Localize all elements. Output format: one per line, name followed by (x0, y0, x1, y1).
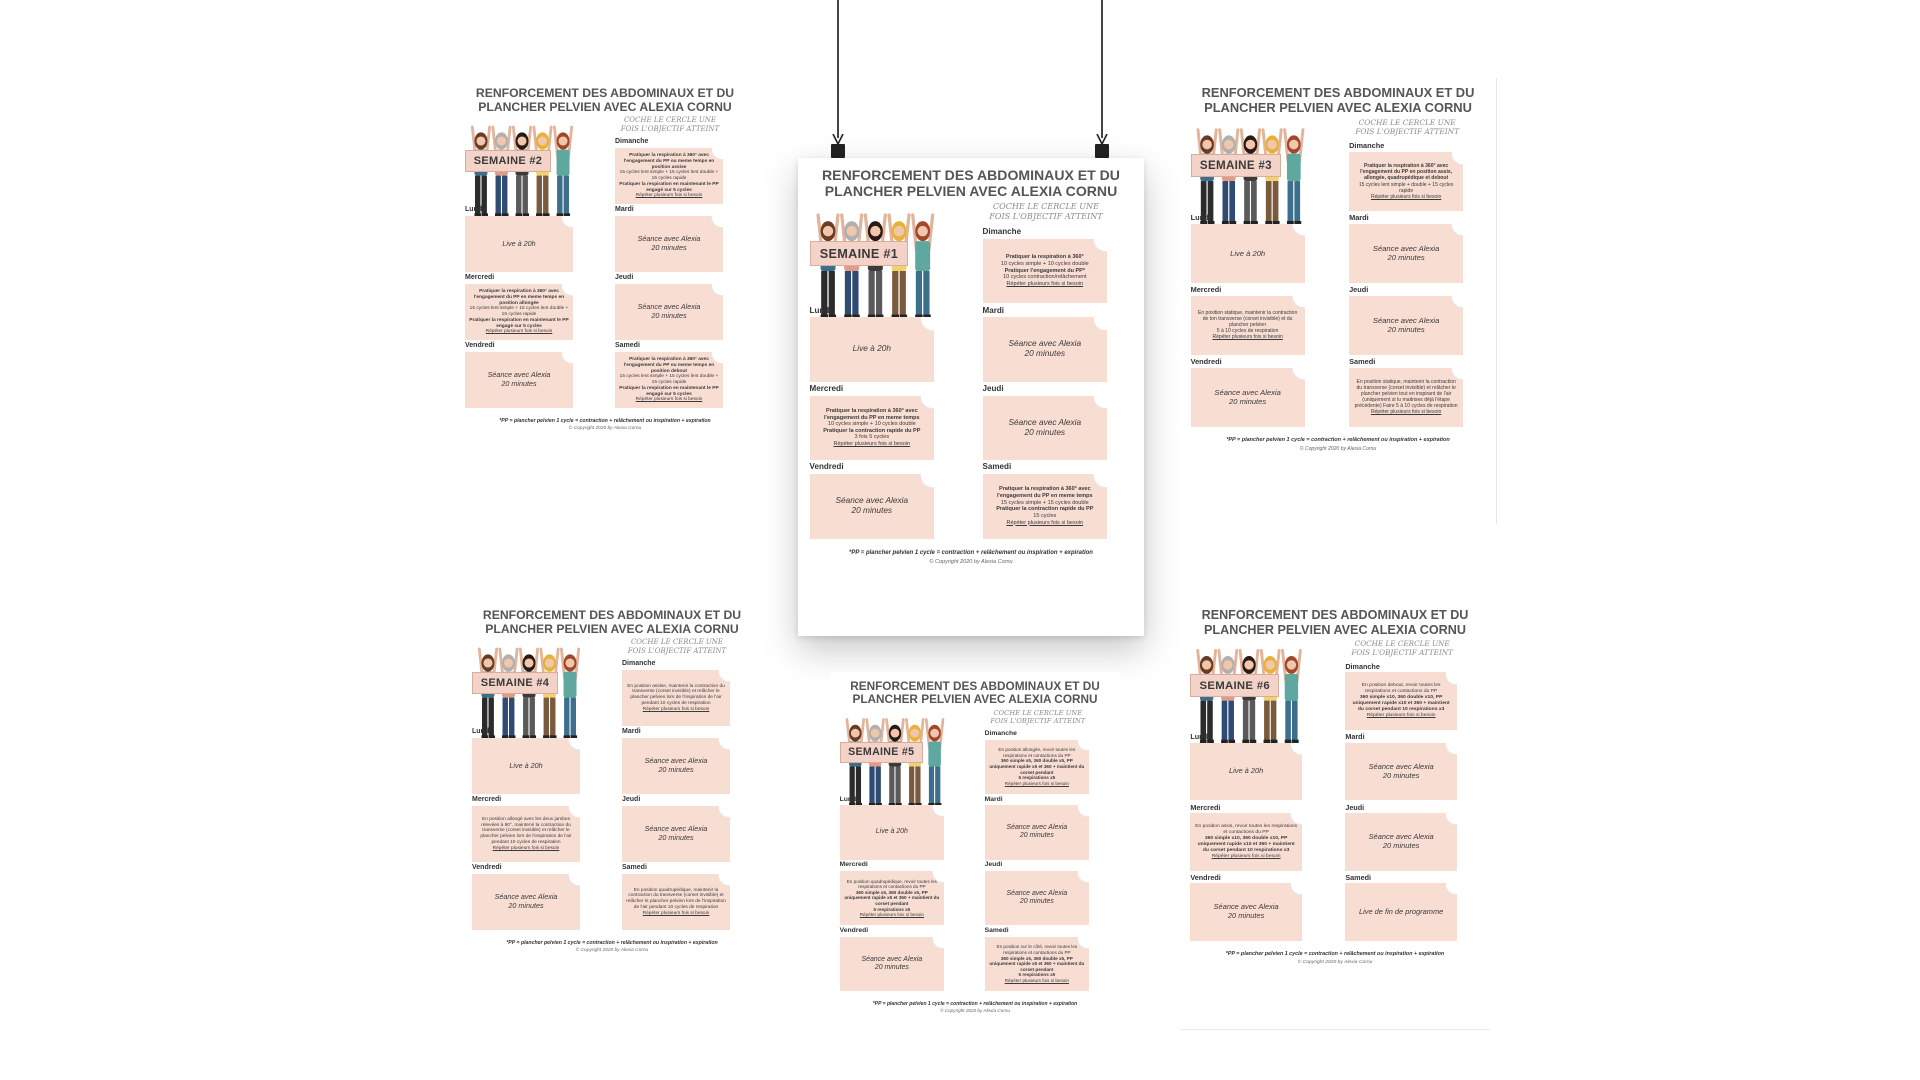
cell-text-line: Séance avec Alexia (1368, 831, 1434, 841)
day-cell-sat (983, 474, 1108, 539)
cell-text-line: Répéter plusieurs fois si besoin (485, 329, 553, 335)
completion-checkbox-circle[interactable] (1094, 474, 1107, 487)
program-poster-week-1 (798, 158, 1144, 636)
program-poster-week-6 (1180, 600, 1490, 1030)
cell-text-line: Séance avec Alexia (1213, 902, 1279, 912)
cell-text-line: Séance avec Alexia (487, 370, 551, 380)
cell-text-line: 3 fois 5 cycles (854, 434, 890, 441)
day-label-mon: Lundi (465, 206, 485, 213)
completion-checkbox-circle[interactable] (719, 738, 730, 749)
cell-text-line: Live à 20h (509, 760, 543, 770)
cell-text-line: pendant 10 cycles de respiration (641, 700, 711, 706)
day-cell-mon (810, 317, 935, 382)
poster-title: RENFORCEMENT DES ABDOMINAUX ET DU PLANCHER PELVIEN AVEC ALEXIA CORNU (822, 167, 1120, 200)
hanging-wire-right (1101, 0, 1103, 138)
cell-text-line: Live de fin de programme (1358, 906, 1444, 916)
cell-text-line: 360 simple x10, 360 double x10, PP uniquement rapide x10 et 360 + maintient du corset pendant 10 respirations x3 (1197, 835, 1295, 853)
cell-text-line: Séance avec Alexia (1372, 316, 1440, 326)
cell-text-line: Séance avec Alexia (861, 955, 923, 963)
day-cell-sun (985, 740, 1089, 794)
day-label-mon: Lundi (472, 728, 492, 735)
day-label-wed: Mercredi (472, 796, 502, 803)
week-sign: SEMAINE #3 (1191, 154, 1282, 177)
completion-checkbox-circle[interactable] (712, 284, 723, 295)
completion-checkbox-circle[interactable] (719, 874, 730, 885)
footnote: *PP = plancher pelvien 1 cycle = contraction + relâchement ou inspiration + expiration (849, 550, 1093, 557)
cell-text-line: Live à 20h (1230, 248, 1266, 258)
day-label-tue: Mardi (1349, 213, 1369, 223)
cell-text-line: Séance avec Alexia (637, 234, 701, 244)
checkbox-instruction: COCHE LE CERCLE UNE FOIS L'OBJECTIF ATTEINT (1355, 118, 1460, 137)
day-label-tue: Mardi (982, 305, 1005, 315)
completion-checkbox-circle[interactable] (1291, 743, 1302, 754)
day-label-mon: Lundi (809, 305, 832, 315)
day-cell-tue (1349, 224, 1463, 283)
day-cell-mon (1191, 224, 1305, 283)
cell-text-line: Répéter plusieurs fois si besoin (1006, 280, 1084, 287)
day-label-mon: Lundi (1190, 732, 1210, 742)
cell-text-line: Pratiquer la respiration à 360° avec l'engagement du PP ou meme temps en position assise (623, 153, 715, 170)
day-label-thu: Jeudi (615, 274, 634, 281)
completion-checkbox-circle[interactable] (1293, 296, 1305, 308)
day-cell-sun (1345, 672, 1457, 730)
cell-text-line: 15 cycles lent simple + 15 cycles lent double + 15 cycles rapide (469, 306, 569, 317)
day-label-wed: Mercredi (1190, 285, 1222, 295)
cell-text-line: Répéter plusieurs fois si besoin (642, 910, 710, 916)
day-cell-fri (465, 352, 573, 408)
day-label-thu: Jeudi (984, 861, 1003, 869)
day-label-fri: Vendredi (809, 462, 844, 472)
copyright: © Copyright 2020 by Alexia Cornu (568, 426, 642, 431)
cell-text-line: 15 cycles lent simple + 15 cycles lent double + 15 cycles rapide (619, 170, 719, 181)
cell-text-line: Répéter plusieurs fois si besoin (1004, 977, 1069, 983)
completion-checkbox-circle[interactable] (1446, 672, 1457, 683)
cell-text-line: Séance avec Alexia (644, 756, 708, 766)
day-label-tue: Mardi (615, 206, 634, 213)
day-label-sun: Dimanche (622, 660, 656, 667)
completion-checkbox-circle[interactable] (569, 874, 580, 885)
day-cell-sun (615, 148, 723, 204)
day-cell-wed (472, 806, 580, 862)
cell-text-line: 20 minutes (874, 963, 909, 971)
binder-clip-left-icon (830, 134, 846, 160)
poster-title: RENFORCEMENT DES ABDOMINAUX ET DU PLANCHER PELVIEN AVEC ALEXIA CORNU (1201, 85, 1475, 116)
day-label-sat: Samedi (622, 864, 647, 871)
cell-text-line: Séance avec Alexia (1368, 761, 1434, 771)
cell-text-line: Répéter plusieurs fois si besoin (1006, 519, 1084, 526)
cell-text-line: Répéter plusieurs fois si besoin (833, 441, 911, 448)
cell-text-line: Répéter plusieurs fois si besoin (1212, 334, 1283, 341)
day-label-sat: Samedi (1345, 872, 1372, 882)
cell-text-line: Répéter plusieurs fois si besoin (635, 397, 703, 403)
cell-text-line: Répéter plusieurs fois si besoin (1370, 193, 1442, 200)
cell-text-line: Séance avec Alexia (1372, 244, 1440, 254)
completion-checkbox-circle[interactable] (1094, 317, 1107, 330)
day-cell-sun (983, 239, 1108, 304)
completion-checkbox-circle[interactable] (1452, 224, 1464, 236)
day-label-sat: Samedi (982, 462, 1012, 472)
cell-text-line: 15 cycles lent simple + double + 15 cycles rapide (1358, 181, 1454, 194)
cell-text-line: 20 minutes (658, 833, 694, 842)
completion-checkbox-circle[interactable] (569, 806, 580, 817)
day-label-fri: Vendredi (472, 864, 502, 871)
cell-text-line: Pratiquer la respiration à 360° avec l'engagement du PP en meme temps (823, 407, 920, 421)
day-cell-tue (622, 738, 730, 794)
checkbox-instruction: COCHE LE CERCLE UNE FOIS L'OBJECTIF ATTEINT (620, 116, 720, 133)
poster-title: RENFORCEMENT DES ABDOMINAUX ET DU PLANCHER PELVIEN AVEC ALEXIA CORNU (1201, 608, 1469, 637)
day-label-fri: Vendredi (1190, 356, 1222, 366)
program-poster-week-5 (830, 672, 1120, 1080)
copyright: © Copyright 2020 by Alexia Cornu (929, 559, 1013, 566)
day-label-mon: Lundi (1190, 213, 1211, 223)
completion-checkbox-circle[interactable] (562, 216, 573, 227)
cell-text-line: 20 minutes (1024, 426, 1066, 437)
program-poster-week-2 (455, 78, 755, 518)
completion-checkbox-circle[interactable] (562, 352, 573, 363)
completion-checkbox-circle[interactable] (1291, 813, 1302, 824)
cell-text-line: Séance avec Alexia (644, 824, 708, 834)
cell-text-line: Séance avec Alexia (1006, 824, 1068, 832)
cell-text-line: Pratiquer la contraction rapide du PP (823, 427, 921, 434)
day-cell-sat (1345, 883, 1457, 941)
poster-title: RENFORCEMENT DES ABDOMINAUX ET DU PLANCHER PELVIEN AVEC ALEXIA CORNU (482, 608, 742, 637)
day-cell-sun (1349, 152, 1463, 211)
completion-checkbox-circle[interactable] (921, 396, 934, 409)
day-label-mon: Lundi (839, 795, 859, 803)
cell-text-line: 20 minutes (1229, 397, 1267, 407)
cell-text-line: Répéter plusieurs fois si besoin (1004, 780, 1069, 786)
day-label-wed: Mercredi (465, 274, 495, 281)
day-cell-tue (985, 805, 1089, 859)
day-cell-fri (1190, 883, 1302, 941)
cell-text-line: 15 cycles simple + 15 cycles double (1000, 499, 1089, 506)
cell-text-line: En position quadrupédique, revoir toutes les respirations et contactions du PP (846, 878, 937, 890)
day-cell-fri (1191, 368, 1305, 427)
checkbox-instruction: COCHE LE CERCLE UNE FOIS L'OBJECTIF ATTEINT (1351, 639, 1453, 658)
day-label-tue: Mardi (622, 728, 641, 735)
day-cell-thu (622, 806, 730, 862)
cell-text-line: 10 cycles simple + 10 cycles double (827, 421, 916, 428)
day-label-sat: Samedi (1349, 356, 1376, 366)
cell-text-line: Pratiquer la respiration en maintenant le PP engagé sur 5 cycles (469, 317, 569, 329)
cell-text-line: 20 minutes (1387, 253, 1425, 263)
cell-text-line: En position allongée, revoir toutes les respirations et contactions du PP (998, 747, 1076, 758)
cell-text-line: 20 minutes (1019, 898, 1054, 906)
day-cell-thu (1349, 296, 1463, 355)
day-cell-mon (465, 216, 573, 272)
completion-checkbox-circle[interactable] (1446, 813, 1457, 824)
week-sign: SEMAINE #1 (810, 241, 909, 266)
completion-checkbox-circle[interactable] (933, 805, 944, 816)
day-cell-mon (472, 738, 580, 794)
cell-text-line: 15 cycles (1033, 512, 1057, 519)
completion-checkbox-circle[interactable] (1446, 883, 1457, 894)
cell-text-line: 20 minutes (1024, 348, 1066, 359)
day-label-wed: Mercredi (809, 384, 844, 394)
cell-text-line: 360 simple x10, 360 double x10, PP uniquement rapide x10 et 360 + maintient du corset pendant 10 respirations x3 (1352, 695, 1450, 713)
day-cell-fri (472, 874, 580, 930)
day-cell-thu (615, 284, 723, 340)
footnote: *PP = plancher pelvien 1 cycle = contraction + relâchement ou inspiration + expiration (506, 940, 718, 946)
day-cell-wed (1191, 296, 1305, 355)
cell-text-line: 20 minutes (651, 311, 687, 320)
day-cell-fri (810, 474, 935, 539)
cell-text-line: Répéter plusieurs fois si besoin (492, 845, 560, 851)
poster-title: RENFORCEMENT DES ABDOMINAUX ET DU PLANCHER PELVIEN AVEC ALEXIA CORNU (850, 679, 1100, 707)
completion-checkbox-circle[interactable] (921, 474, 934, 487)
checkbox-instruction: COCHE LE CERCLE UNE FOIS L'OBJECTIF ATTEINT (989, 201, 1103, 221)
cell-text-line: Séance avec Alexia (1006, 889, 1068, 897)
day-label-sun: Dimanche (615, 138, 649, 145)
cell-text-line: 20 minutes (1382, 770, 1420, 780)
cell-text-line: Répéter plusieurs fois si besoin (635, 193, 703, 199)
cell-text-line: Répéter plusieurs fois si besoin (859, 912, 924, 918)
day-cell-thu (1345, 813, 1457, 871)
day-cell-wed (1190, 813, 1302, 871)
cell-text-line: Live à 20h (875, 828, 908, 836)
completion-checkbox-circle[interactable] (1078, 805, 1089, 816)
copyright: © Copyright 2020 by Alexia Cornu (1299, 445, 1377, 452)
day-label-sun: Dimanche (1349, 141, 1385, 151)
day-cell-mon (1190, 743, 1302, 801)
cell-text-line: (uniquement si tu maitrises déjà l'étape précédente) Faire 5 à 10 cycles de respiration (1354, 397, 1458, 410)
day-cell-wed (810, 396, 935, 461)
cell-text-line: 20 minutes (1387, 325, 1425, 335)
cell-text-line: Séance avec Alexia (494, 892, 558, 902)
cell-text-line: 5 respirations x5 (1018, 775, 1056, 781)
cell-text-line: 360 simple x5, 360 double x5, PP uniquement rapide x5 et 360 + maintient du corset pendant (844, 889, 940, 906)
completion-checkbox-circle[interactable] (1452, 296, 1464, 308)
program-poster-week-3 (1180, 78, 1497, 524)
cell-text-line: En position quadrupédique, maintenir la contraction du transverse (corset invisible) et relâcher le plancher pelvien lors de l'inspiration de l'air pendant 10 cycles de respiration (626, 887, 726, 910)
cell-text-line: Live à 20h (502, 238, 536, 248)
cell-text-line: Pratiquer la respiration en maintenant le PP engagé sur 5 cycles (619, 385, 719, 397)
day-label-wed: Mercredi (839, 861, 868, 869)
cell-text-line: Live à 20h (852, 343, 891, 354)
week-sign: SEMAINE #5 (840, 742, 923, 763)
cell-text-line: 20 minutes (851, 505, 893, 516)
completion-checkbox-circle[interactable] (569, 738, 580, 749)
completion-checkbox-circle[interactable] (1293, 224, 1305, 236)
cell-text-line: Répéter plusieurs fois si besoin (642, 706, 710, 712)
completion-checkbox-circle[interactable] (1452, 152, 1464, 164)
cell-text-line: Répéter plusieurs fois si besoin (1370, 409, 1442, 416)
completion-checkbox-circle[interactable] (1446, 743, 1457, 754)
cell-text-line: Répéter plusieurs fois si besoin (1366, 713, 1436, 719)
day-label-thu: Jeudi (982, 384, 1004, 394)
day-cell-thu (983, 396, 1108, 461)
cell-text-line: Live à 20h (1228, 766, 1264, 776)
day-label-sun: Dimanche (982, 227, 1022, 237)
cell-text-line: pendant 10 cycles de respiration (491, 839, 561, 845)
day-cell-fri (840, 937, 944, 991)
completion-checkbox-circle[interactable] (1291, 883, 1302, 894)
day-cell-wed (840, 871, 944, 925)
cell-text-line: En position assise, maintenir la contraction du transverse (corset invisible) et relâcher le plancher pelvien lors de l'inspiration de l'air (627, 683, 725, 701)
cell-text-line: Pratiquer la respiration à 360° avec l'engagement du PP en meme temps en position allongée (473, 289, 565, 306)
completion-checkbox-circle[interactable] (1293, 368, 1305, 380)
day-label-fri: Vendredi (1190, 872, 1221, 882)
footnote: *PP = plancher pelvien 1 cycle = contraction + relâchement ou inspiration + expiration (872, 1000, 1078, 1007)
week-sign: SEMAINE #4 (472, 672, 558, 694)
day-label-tue: Mardi (984, 795, 1003, 803)
cell-text-line: 5 à 10 cycles de respiration (1216, 328, 1279, 335)
hanging-wire-left (837, 0, 839, 138)
cell-text-line: Pratiquer la respiration en maintenant le PP engagé sur 5 cycles (619, 181, 719, 193)
day-label-fri: Vendredi (839, 927, 869, 935)
cell-text-line: En position debout, revoir toutes les respirations et contactions du PP (1361, 683, 1441, 695)
day-cell-thu (985, 871, 1089, 925)
cell-text-line: 5 respirations x5 (873, 906, 911, 912)
day-label-sun: Dimanche (1345, 662, 1380, 671)
cell-text-line: 10 cycles simple + 10 cycles double (1000, 261, 1089, 268)
cell-text-line: Séance avec Alexia (1214, 387, 1281, 397)
day-label-sat: Samedi (984, 927, 1009, 935)
cell-text-line: Pratiquer la respiration à 360° (1005, 254, 1084, 261)
completion-checkbox-circle[interactable] (1078, 871, 1089, 882)
day-label-thu: Jeudi (622, 796, 641, 803)
day-label-thu: Jeudi (1349, 285, 1369, 295)
day-cell-sat (1349, 368, 1463, 427)
cell-text-line: En position assis, revoir toutes les respirations et contactions du PP (1195, 823, 1298, 835)
copyright: © Copyright 2020 by Alexia Cornu (940, 1008, 1010, 1014)
day-cell-wed (465, 284, 573, 340)
day-cell-sat (622, 874, 730, 930)
cell-text-line: 20 minutes (658, 765, 694, 774)
footnote: *PP = plancher pelvien 1 cycle = contraction + relâchement ou inspiration + expiration (1225, 951, 1445, 958)
cell-text-line: 20 minutes (1019, 832, 1054, 840)
cell-text-line: 20 minutes (651, 243, 687, 252)
cell-text-line: 20 minutes (508, 901, 544, 910)
day-label-sat: Samedi (615, 342, 640, 349)
program-poster-week-4 (462, 600, 762, 1038)
day-label-tue: Mardi (1345, 732, 1365, 742)
day-cell-sun (622, 670, 730, 726)
day-label-thu: Jeudi (1345, 802, 1365, 812)
cell-text-line: 5 respirations x5 (1018, 972, 1056, 978)
cell-text-line: Pratiquer la respiration à 360° avec l'engagement du PP ou meme temps en position debout (623, 357, 715, 374)
copyright: © Copyright 2020 by Alexia Cornu (1297, 959, 1373, 965)
footnote: *PP = plancher pelvien 1 cycle = contraction + relâchement ou inspiration + expiration (499, 418, 711, 424)
cell-text-line: 20 minutes (1227, 911, 1265, 921)
cell-text-line: Pratiquer la contraction rapide du PP (996, 506, 1094, 513)
day-cell-tue (615, 216, 723, 272)
binder-clip-right-icon (1094, 134, 1110, 160)
cell-text-line: Répéter plusieurs fois si besoin (1211, 853, 1281, 859)
cell-text-line: En position statique, maintenir la contraction de ton transverse (corset invisible) et du plancher pelvien (1197, 310, 1298, 329)
day-cell-mon (840, 805, 944, 859)
cell-text-line: Séance avec Alexia (835, 495, 909, 506)
completion-checkbox-circle[interactable] (1094, 239, 1107, 252)
day-cell-sat (985, 937, 1089, 991)
poster-title: RENFORCEMENT DES ABDOMINAUX ET DU PLANCHER PELVIEN AVEC ALEXIA CORNU (475, 86, 735, 115)
copyright: © Copyright 2020 by Alexia Cornu (575, 948, 649, 953)
completion-checkbox-circle[interactable] (719, 806, 730, 817)
completion-checkbox-circle[interactable] (921, 317, 934, 330)
cell-text-line: 20 minutes (1382, 840, 1420, 850)
day-label-fri: Vendredi (465, 342, 495, 349)
week-sign: SEMAINE #2 (465, 150, 551, 172)
day-label-sun: Dimanche (984, 730, 1017, 737)
completion-checkbox-circle[interactable] (719, 670, 730, 681)
cell-text-line: Pratiquer la respiration à 360° avec l'engagement du PP en meme temps (996, 486, 1093, 500)
day-cell-tue (1345, 743, 1457, 801)
cell-text-line: 360 simple x5, 360 double x5, PP uniquement rapide x5 et 360 + maintient du corset pendant (989, 955, 1085, 972)
cell-text-line: 360 simple x5, 360 double x5, PP uniquement rapide x5 et 360 + maintient du corset pendant (989, 758, 1085, 775)
completion-checkbox-circle[interactable] (1094, 396, 1107, 409)
checkbox-instruction: COCHE LE CERCLE UNE FOIS L'OBJECTIF ATTEINT (990, 708, 1086, 726)
day-cell-sat (615, 352, 723, 408)
checkbox-instruction: COCHE LE CERCLE UNE FOIS L'OBJECTIF ATTEINT (627, 638, 727, 655)
cell-text-line: En position allongé avec les deux jambes relevées à 90°, maintenir la contraction du transverse (corset invisible) et relâcher le plancher pelvien lors de l'inspiration de l'air (480, 816, 572, 839)
cell-text-line: Pratiquer l'engagement du PP* (1004, 267, 1085, 274)
cell-text-line: Pratiquer la respiration à 360° avec l'engagement du PP en position assis, allongée, quadrupédique et debout (1360, 163, 1453, 182)
cell-text-line: Séance avec Alexia (637, 302, 701, 312)
cell-text-line: Séance avec Alexia (1008, 338, 1082, 349)
cell-text-line: 20 minutes (501, 379, 537, 388)
cell-text-line: En position sur le côté, revoir toutes les respirations et contactions du PP (996, 944, 1078, 956)
day-cell-tue (983, 317, 1108, 382)
cell-text-line: Séance avec Alexia (1008, 416, 1082, 427)
completion-checkbox-circle[interactable] (712, 216, 723, 227)
cell-text-line: 10 cycles contraction/relâchement (1003, 274, 1087, 281)
completion-checkbox-circle[interactable] (933, 937, 944, 948)
footnote: *PP = plancher pelvien 1 cycle = contraction + relâchement ou inspiration + expiration (1226, 437, 1450, 444)
week-sign: SEMAINE #6 (1190, 674, 1279, 697)
cell-text-line: 15 cycles lent simple + 15 cycles lent double + 15 cycles rapide (619, 374, 719, 385)
cell-text-line: En position statique, maintenir la contraction du transverse (corset invisible) et relâcher le plancher pelvien tout en inspirant de l'air (1356, 378, 1456, 397)
day-label-wed: Mercredi (1190, 802, 1221, 812)
completion-checkbox-circle[interactable] (1452, 368, 1464, 380)
